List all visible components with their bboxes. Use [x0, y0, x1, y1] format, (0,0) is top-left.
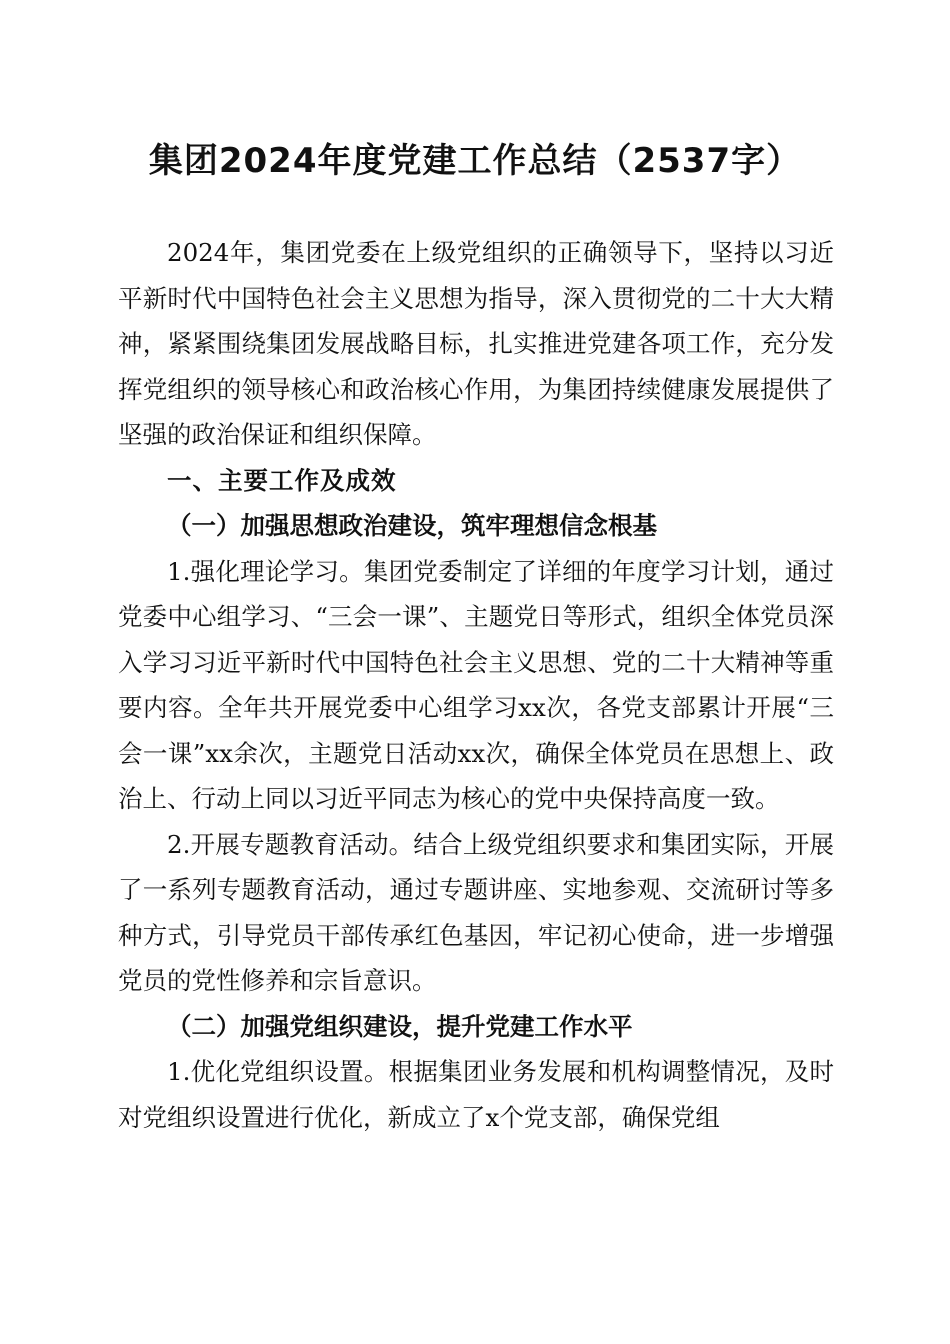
body-paragraph: 1.强化理论学习。集团党委制定了详细的年度学习计划，通过党委中心组学习、“三会一课”、主题党日等形式，组织全体党员深入学习习近平新时代中国特色社会主义思想、党的二十大精神等重要内容。全年共开展党委中心组学习xx次，各党支部累计开展“三会一课”xx余次，主题党日活动xx次，确保全体党员在思想上、政治上、行动上同以习近平同志为核心的党中央保持高度一致。 — [118, 556, 834, 813]
body-paragraph: 2.开展专题教育活动。结合上级党组织要求和集团实际，开展了一系列专题教育活动，通过专题讲座、实地参观、交流研讨等多种方式，引导党员干部传承红色基因，牢记初心使命，进一步增强党员的党性修养和宗旨意识。 — [118, 829, 834, 995]
document-body — [118, 230, 834, 1140]
subsection-heading: （二）加强党组织建设，提升党建工作水平 — [167, 1011, 633, 1041]
subsection-heading: （一）加强思想政治建设，筑牢理想信念根基 — [167, 511, 657, 540]
document-title: 集团2024年度党建工作总结（2537字） — [148, 141, 802, 181]
intro-paragraph: 2024年，集团党委在上级党组织的正确领导下，坚持以习近平新时代中国特色社会主义思想为指导，深入贯彻党的二十大大精神，紧紧围绕集团发展战略目标，扎实推进党建各项工作，充分发挥党组织的领导核心和政治核心作用，为集团持续健康发展提供了坚强的政治保证和组织保障。 — [118, 238, 834, 449]
body-paragraph: 1.优化党组织设置。根据集团业务发展和机构调整情况，及时对党组织设置进行优化，新成立了x个党支部，确保党组 — [118, 1057, 834, 1132]
section-heading: 一、主要工作及成效 — [167, 465, 397, 495]
